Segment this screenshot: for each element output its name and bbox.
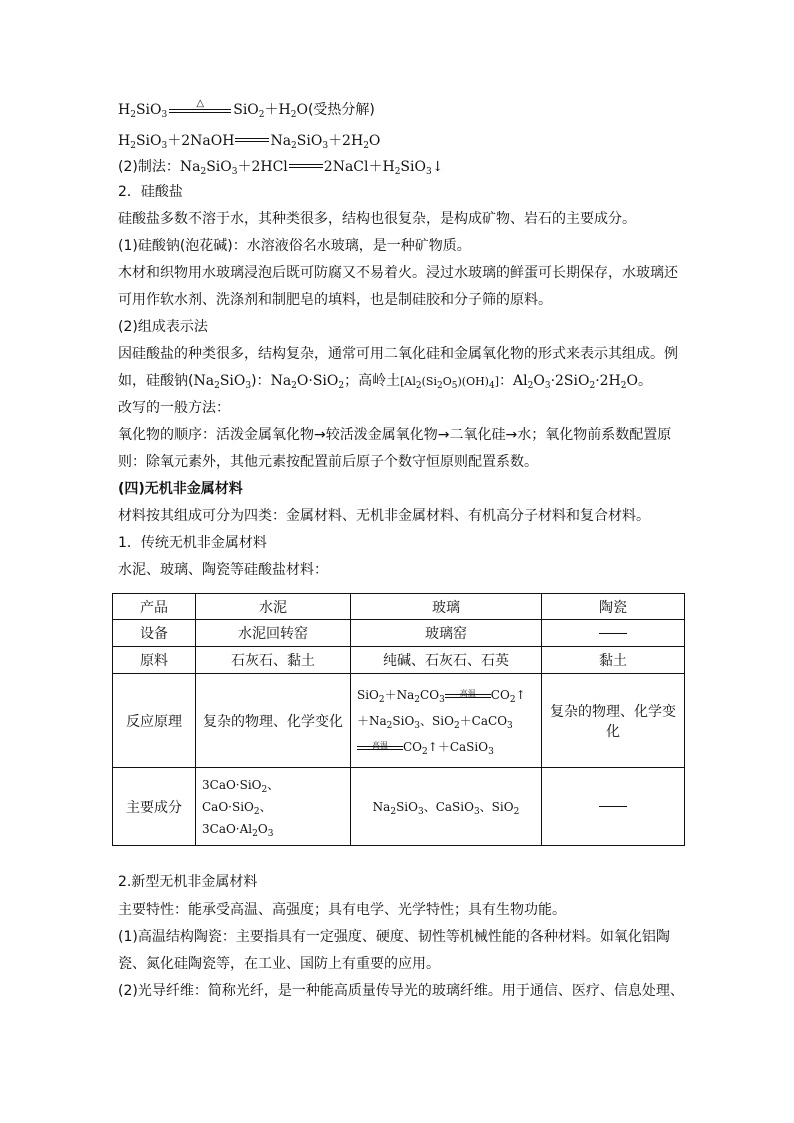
paragraph: (1)硅酸钠(泡花碱)：水溶液俗名水玻璃，是一种矿物质。 [118,238,471,254]
table-cell: 水泥回转窑 [196,620,351,647]
heat-arrow: △ [169,104,231,116]
table-row [113,620,685,647]
section-heading-new: 2.新型无机非金属材料 [118,874,258,890]
paragraph: 硅酸盐多数不溶于水，其种类很多，结构也很复杂，是构成矿物、岩石的主要成分。 [118,211,636,227]
equation-decompose: $H_2SiO_3$ △ $SiO_2+H_2O$(受热分解) [118,98,375,120]
paragraph: 则：除氧元素外，其他元素按配置前后原子个数守恒原则配置系数。 [118,454,538,470]
dash-placeholder [599,806,627,807]
equation-naoh: $H_2SiO_3+2NaOH$ $Na_2SiO_3+2H_2O$ [118,133,381,151]
table-cell [542,768,685,846]
table-cell: 复杂的物理、化学变化 [542,674,685,768]
paragraph: 主要特性：能承受高温、高强度；具有电学、光学特性；具有生物功能。 [118,902,566,918]
paragraph: 木材和织物用水玻璃浸泡后既可防腐又不易着火。浸过水玻璃的鲜蛋可长期保存，水玻璃还 [118,265,678,281]
table-header-row [113,594,685,620]
silicate-materials-table [112,593,685,846]
table-cell: 黏土 [542,647,685,674]
section-heading-traditional: 1．传统无机非金属材料 [118,535,267,551]
section-heading-materials: (四)无机非金属材料 [118,481,243,497]
table-cell: 设备 [113,620,196,647]
table-cell-glass-components: $Na_2SiO_3$、CaSiO$_3$、SiO$_2$ [351,768,542,846]
table-cell [542,620,685,647]
section-heading-silicate: 2．硅酸盐 [118,184,183,200]
paragraph: (1)高温结构陶瓷：主要指具有一定强度、硬度、韧性等机械性能的各种材料。如氧化铝陶 [118,929,670,945]
paragraph: (2)光导纤维：简称光纤，是一种能高质量传导光的玻璃纤维。用于通信、医疗、信息处理、 [118,983,684,999]
equation-preparation: (2)制法：$Na_2SiO_3+2HCl$ $2NaCl+H_2SiO_3↓$ [118,159,444,177]
paragraph: 可用作软水剂、洗涤剂和制肥皂的填料，也是制硅胶和分子筛的原料。 [118,292,552,308]
paragraph: 因硅酸盐的种类很多，结构复杂，通常可用二氧化硅和金属氧化物的形式来表示其组成。例 [118,346,678,362]
paragraph: 氧化物的顺序：活泼金属氧化物→较活泼金属氧化物→二氧化硅→水；氧化物前系数配置原 [118,427,672,443]
table-cell: 主要成分 [113,768,196,846]
paragraph: 材料按其组成可分为四类：金属材料、无机非金属材料、有机高分子材料和复合材料。 [118,508,650,524]
table-cell: 玻璃窑 [351,620,542,647]
table-cell: 产品 [113,594,196,620]
table-cell: 陶瓷 [542,594,685,620]
dash-placeholder [599,633,627,634]
table-cell-glass-reaction: $SiO_2+Na_2CO_3$ 高温 $CO_2↑$ $+Na_2SiO_3$、SiO$_2$＋CaCO$_3$ 高温 $CO_2↑+CaSiO_3$ [351,674,542,768]
table-cell: 反应原理 [113,674,196,768]
table-cell: 纯碱、石灰石、石英 [351,647,542,674]
table-row [113,768,685,846]
table-cell: 玻璃 [351,594,542,620]
paragraph: 水泥、玻璃、陶瓷等硅酸盐材料： [118,562,328,578]
paragraph: (2)组成表示法 [118,319,208,335]
table-row [113,647,685,674]
table-row [113,674,685,768]
table-cell: 水泥 [196,594,351,620]
table-cell: 原料 [113,647,196,674]
table-cell: 石灰石、黏土 [196,647,351,674]
paragraph: 瓷、氮化硅陶瓷等，在工业、国防上有重要的应用。 [118,956,440,972]
paragraph-example: 如，硅酸钠$(Na_2SiO_3)$：$Na_2O\cdot SiO_2$；高岭土$[Al_2(Si_2O_5)(OH)_4]$：$Al_2O_3\cdot 2SiO_2\cdot 2H_2O$。 [118,373,652,391]
table-cell: 复杂的物理、化学变化 [196,674,351,768]
table-cell-cement-components: 3CaO·SiO$_2$、CaO·SiO$_2$、 $3CaO\cdot Al_2O_3$ [196,768,351,846]
paragraph: 改写的一般方法： [118,400,230,416]
